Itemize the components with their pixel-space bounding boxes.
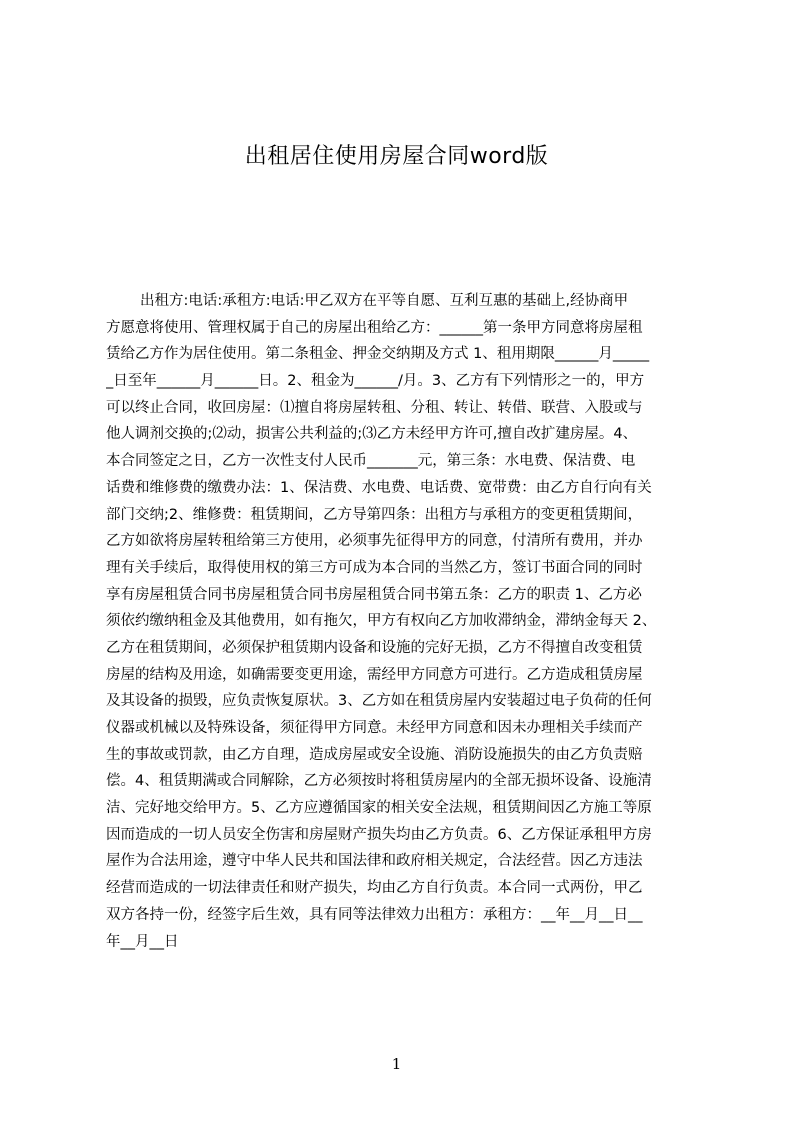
body-line-9: 部门交纳;2、维修费：租赁期间，乙方导第四条：出租方与承租方的变更租赁期间， [106,506,643,523]
body-line-21: 因而造成的一切人员安全伤害和房屋财产损失均由乙方负责。6、乙方保证承租甲方房 [106,826,652,843]
body-line-24: 双方各持一份，经签字后生效，具有同等法律效力出租方：承租方：__年__月__日__ [106,906,643,923]
body-line-8: 话费和维修费的缴费办法：1、保洁费、水电费、电话费、宽带费：由乙方自行向有关 [106,479,652,496]
document-title: 出租居住使用房屋合同word版 [244,144,549,169]
body-line-6: 他人调剂交换的;⑵动，损害公共利益的;⑶乙方未经甲方许可,擅自改扩建房屋。4、 [106,426,638,443]
body-line-5: 可以终止合同，收回房屋：⑴擅自将房屋转租、分租、转让、转借、联营、入股或与 [106,399,643,416]
page-number: 1 [391,1055,402,1073]
body-line-14: 乙方在租赁期间，必须保护租赁期内设备和设施的完好无损，乙方不得擅自改变租赁 [106,639,643,656]
body-line-7: 本合同签定之日，乙方一次性支付人民币_______元，第三条：水电费、保洁费、电 [106,453,636,470]
body-line-1: 出租方:电话:承租方:电话:甲乙双方在平等自愿、互利互惠的基础上,经协商甲 [140,293,629,309]
body-line-13: 须依约缴纳租金及其他费用，如有拖欠，甲方有权向乙方加收滞纳金，滞纳金每天 2、 [106,613,657,630]
body-line-20: 洁、完好地交给甲方。5、乙方应遵循国家的相关安全法规，租赁期间因乙方施工等原 [106,800,652,817]
body-line-23: 经营而造成的一切法律责任和财产损失，均由乙方自行负责。本合同一式两份，甲乙 [106,880,643,897]
body-line-12: 享有房屋租赁合同书房屋租赁合同书房屋租赁合同书第五条：乙方的职责 1、乙方必 [106,586,642,603]
body-line-15: 房屋的结构及用途，如确需要变更用途，需经甲方同意方可进行。乙方造成租赁房屋 [106,666,643,683]
body-line-4: _日至年______月______日。2、租金为______/月。3、乙方有下列情形之一的，甲方 [106,373,645,390]
body-line-16: 及其设备的损毁，应负责恢复原状。3、乙方如在租赁房屋内安装超过电子负荷的任何 [106,693,652,710]
body-line-22: 屋作为合法用途，遵守中华人民共和国法律和政府相关规定，合法经营。因乙方违法 [106,853,643,870]
body-line-19: 偿。4、租赁期满或合同解除，乙方必须按时将租赁房屋内的全部无损坏设备、设施清 [106,773,652,790]
body-line-18: 生的事故或罚款，由乙方自理，造成房屋或安全设施、消防设施损失的由乙方负责赔 [106,746,643,763]
body-line-25: 年__月__日 [106,933,179,950]
contract-body [106,288,698,955]
body-line-17: 仪器或机械以及特殊设备，须征得甲方同意。未经甲方同意和因未办理相关手续而产 [106,720,643,736]
body-line-2: 方愿意将使用、管理权属于自己的房屋出租给乙方：______第一条甲方同意将房屋租 [106,319,643,336]
body-line-10: 乙方如欲将房屋转租给第三方使用，必须事先征得甲方的同意，付清所有费用，并办 [106,533,643,550]
body-line-11: 理有关手续后，取得使用权的第三方可成为本合同的当然乙方，签订书面合同的同时 [106,559,643,576]
body-line-3: 赁给乙方作为居住使用。第二条租金、押金交纳期及方式 1、租用期限______月_____ [106,346,650,363]
